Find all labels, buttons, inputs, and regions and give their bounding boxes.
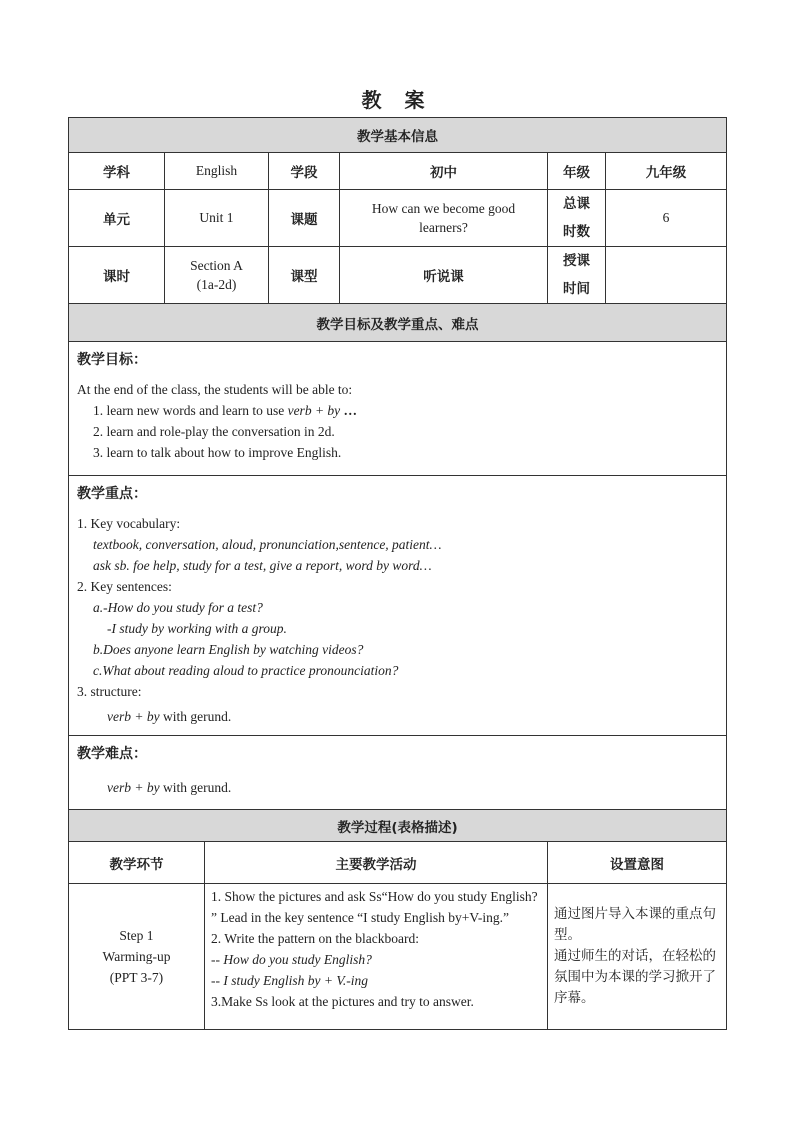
grade-value: 九年级 bbox=[606, 153, 727, 190]
activity-2: 2. Write the pattern on the blackboard: bbox=[211, 931, 420, 946]
stage-label: 学段 bbox=[269, 153, 340, 190]
step-1-stage: Warming-up bbox=[102, 949, 171, 964]
type-value: 听说课 bbox=[340, 247, 548, 304]
key-sentence-c: c.What about reading aloud to practice pronounciation? bbox=[93, 663, 399, 678]
total-hours-label-line2: 时数 bbox=[563, 224, 590, 240]
stage-value: 初中 bbox=[340, 153, 548, 190]
topic-label: 课题 bbox=[269, 190, 340, 247]
topic-value: How can we become good learners? bbox=[340, 190, 548, 247]
difficulties-title: 教学难点： bbox=[77, 746, 147, 762]
structure-line bbox=[77, 706, 718, 727]
intent-2: 通过师生的对话，在轻松的氛围中为本课的学习掀开了序幕。 bbox=[554, 948, 716, 1006]
type-label: 课型 bbox=[269, 247, 340, 304]
difficulties-suffix: with gerund. bbox=[159, 780, 232, 795]
step-1-name: Step 1 bbox=[119, 928, 154, 943]
document-title: 教 案 bbox=[361, 88, 433, 112]
activity-3: -- How do you study English? bbox=[211, 952, 372, 967]
objective-item-1-ellipsis: … bbox=[340, 403, 358, 418]
step-1-activities bbox=[205, 884, 548, 1030]
difficulties-section bbox=[69, 736, 727, 810]
process-col-step: 教学环节 bbox=[69, 842, 205, 884]
total-hours-label bbox=[548, 190, 606, 247]
process-header: 教学过程(表格描述) bbox=[69, 810, 727, 842]
goals-header: 教学目标及教学重点、难点 bbox=[69, 304, 727, 342]
key-vocab-label: 1. Key vocabulary: bbox=[77, 516, 181, 531]
teaching-time-label-line2: 时间 bbox=[563, 281, 590, 297]
structure-italic: verb + by bbox=[107, 709, 160, 724]
objective-item-3: 3. learn to talk about how to improve English. bbox=[93, 445, 342, 460]
key-vocab-line-1: textbook, conversation, aloud, pronunciation,sentence, patient… bbox=[93, 537, 442, 552]
objective-item-1-text: 1. learn new words and learn to use bbox=[93, 403, 288, 418]
subject-label: 学科 bbox=[69, 153, 165, 190]
teaching-time-label-line1: 授课 bbox=[563, 253, 590, 269]
objectives-section bbox=[69, 342, 727, 476]
structure-label: 3. structure: bbox=[77, 684, 142, 699]
total-hours-label-line1: 总课 bbox=[563, 196, 590, 212]
key-sentence-a1: a.-How do you study for a test? bbox=[93, 600, 263, 615]
objectives-intro: At the end of the class, the students will be able to: bbox=[77, 382, 353, 397]
teaching-time-label bbox=[548, 247, 606, 304]
structure-suffix: with gerund. bbox=[159, 709, 232, 724]
difficulties-italic: verb + by bbox=[107, 780, 160, 795]
period-value bbox=[165, 247, 269, 304]
process-col-activities: 主要教学活动 bbox=[205, 842, 548, 884]
process-col-intent: 设置意图 bbox=[548, 842, 727, 884]
unit-value: Unit 1 bbox=[165, 190, 269, 247]
key-sentences-label: 2. Key sentences: bbox=[77, 579, 172, 594]
step-1-ppt: (PPT 3-7) bbox=[109, 970, 164, 985]
objective-item-1 bbox=[77, 400, 718, 421]
grade-label: 年级 bbox=[548, 153, 606, 190]
basic-info-header: 教学基本信息 bbox=[69, 118, 727, 153]
key-vocab-line-2: ask sb. foe help, study for a test, give a report, word by word… bbox=[93, 558, 432, 573]
intent-1: 通过图片导入本课的重点句型。 bbox=[554, 906, 716, 943]
objectives-title: 教学目标： bbox=[77, 352, 147, 368]
total-hours-value: 6 bbox=[606, 190, 727, 247]
activity-5: 3.Make Ss look at the pictures and try to answer. bbox=[211, 994, 474, 1009]
objective-item-1-italic: verb + by bbox=[287, 403, 341, 418]
period-label: 课时 bbox=[69, 247, 165, 304]
teaching-time-value bbox=[606, 247, 727, 304]
unit-label: 单元 bbox=[69, 190, 165, 247]
activity-1: 1. Show the pictures and ask Ss“How do you study English? ” Lead in the key sentence “I study English by+V-ing.” bbox=[211, 889, 538, 925]
activity-4: -- I study English by + V.-ing bbox=[211, 973, 368, 988]
subject-value: English bbox=[165, 153, 269, 190]
objective-item-2: 2. learn and role-play the conversation in 2d. bbox=[93, 424, 335, 439]
period-value-line1: Section A bbox=[190, 258, 243, 273]
key-points-title: 教学重点： bbox=[77, 486, 147, 502]
period-value-line2: (1a-2d) bbox=[196, 277, 237, 292]
step-1-cell bbox=[69, 884, 205, 1030]
step-1-intent bbox=[548, 884, 727, 1030]
key-sentence-b: b.Does anyone learn English by watching videos? bbox=[93, 642, 364, 657]
key-sentence-a2: -I study by working with a group. bbox=[107, 621, 287, 636]
key-points-section bbox=[69, 476, 727, 736]
difficulties-line bbox=[77, 777, 718, 798]
lesson-plan-table bbox=[68, 117, 727, 1030]
